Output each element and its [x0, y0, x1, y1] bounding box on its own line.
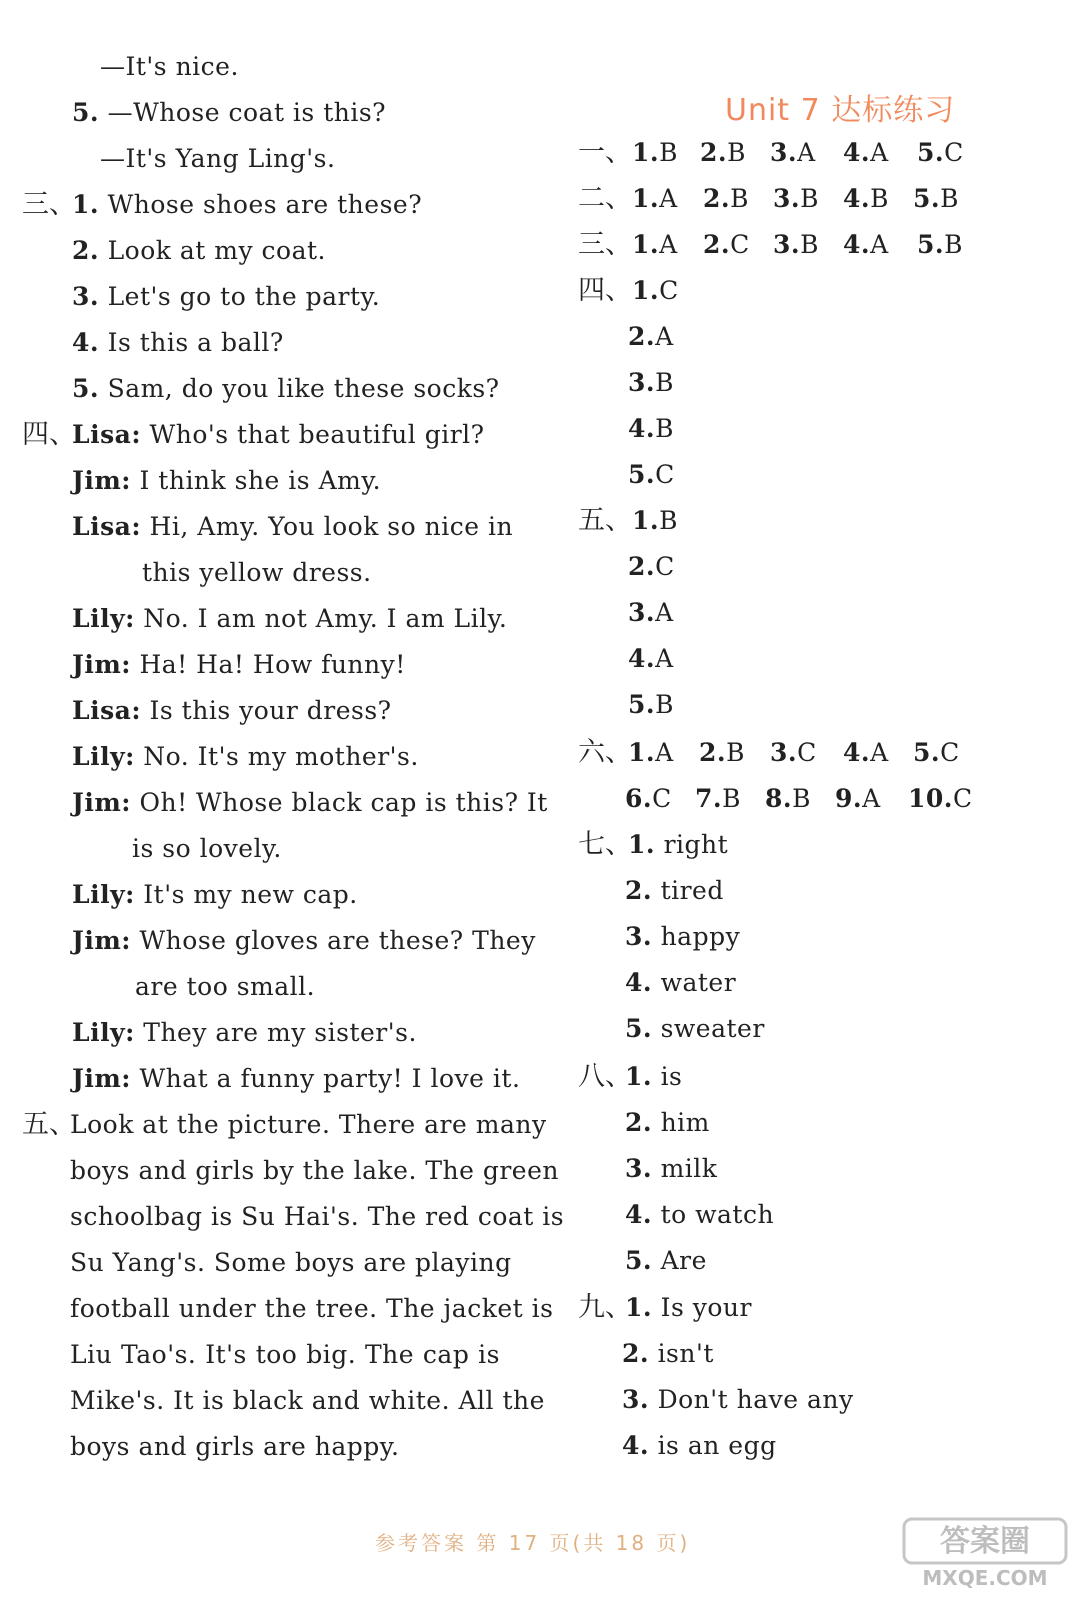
item-number: 1. [632, 138, 660, 167]
answer-item [628, 414, 674, 444]
item-number: 4. [843, 230, 871, 259]
dialog-line [72, 742, 419, 772]
answer-value: Are [660, 1246, 707, 1275]
list-item [72, 190, 422, 220]
utterance: Ha! Ha! How funny! [139, 650, 406, 679]
answer-item [628, 368, 674, 398]
item-number: 1. [625, 1293, 653, 1322]
item-number: 5. [913, 184, 941, 213]
item-number: 6. [625, 784, 653, 813]
item-text: Let's go to the party. [107, 282, 381, 311]
answer-value: A [659, 184, 678, 213]
item-number: 4. [843, 184, 871, 213]
dialog-continuation: is so lovely. [132, 834, 282, 863]
answer-item [625, 1154, 717, 1184]
item-number: 5. [917, 230, 945, 259]
item-number: 4. [72, 328, 100, 357]
answer-item [632, 184, 678, 214]
dialog-line [72, 512, 513, 542]
answer-item [622, 1339, 714, 1369]
answer-item [625, 1062, 682, 1092]
answer-value: B [792, 784, 811, 813]
answer-value: B [800, 184, 819, 213]
answer-item [703, 184, 749, 214]
item-number: 5. [72, 374, 100, 403]
utterance: Who's that beautiful girl? [149, 420, 485, 449]
speaker: Jim: [72, 1064, 132, 1093]
paragraph-line: Liu Tao's. It's too big. The cap is [70, 1340, 500, 1369]
item-number: 4. [843, 138, 871, 167]
answer-item [625, 1293, 752, 1323]
answer-item [765, 784, 811, 814]
section-marker-3: 三、 [22, 189, 76, 220]
answer-value: B [659, 506, 678, 535]
answer-value: is an egg [657, 1431, 777, 1460]
dialog-line [72, 604, 507, 634]
dialog-line [72, 788, 548, 818]
unit-title: Unit 7 达标练习 [725, 93, 956, 128]
item-text: Is this a ball? [107, 328, 284, 357]
answer-item [628, 552, 675, 582]
section-marker-6: 六、 [578, 737, 632, 768]
item-number: 10. [908, 784, 953, 813]
answer-value: B [726, 738, 745, 767]
item-number: 3. [770, 138, 798, 167]
speaker: Lisa: [72, 696, 142, 725]
utterance: It's my new cap. [143, 880, 358, 909]
answer-value: A [659, 230, 678, 259]
section-marker-7: 七、 [578, 829, 632, 860]
section-marker-4: 四、 [22, 419, 76, 450]
answer-item [625, 784, 672, 814]
answer-value: B [722, 784, 741, 813]
item-number: 1. [628, 738, 656, 767]
item-number: 5. [72, 98, 100, 127]
paragraph-line: Mike's. It is black and white. All the [70, 1386, 545, 1415]
answer-item [843, 184, 889, 214]
answer-value: A [655, 738, 674, 767]
answer-item [703, 230, 750, 260]
dialog-line [72, 420, 485, 450]
watermark-top: 答案圈 [940, 1524, 1030, 1559]
answer-value: B [659, 138, 678, 167]
dialog-line [72, 1018, 417, 1048]
answer-item [770, 738, 817, 768]
answer-item [628, 690, 674, 720]
answer-item [622, 1385, 854, 1415]
answer-value: A [870, 138, 889, 167]
item-number: 2. [628, 322, 656, 351]
answer-value: B [727, 138, 746, 167]
utterance: Hi, Amy. You look so nice in [149, 512, 514, 541]
paragraph-line: football under the tree. The jacket is [70, 1294, 554, 1323]
section-marker-8: 八、 [578, 1061, 632, 1092]
item-number: 4. [628, 644, 656, 673]
answer-item [835, 784, 881, 814]
item-number: 3. [770, 738, 798, 767]
answer-value: C [797, 738, 817, 767]
answer-value: C [652, 784, 672, 813]
dialog-line [72, 1064, 520, 1094]
answer-value: milk [660, 1154, 718, 1183]
item-number: 1. [632, 506, 660, 535]
answer-value: sweater [660, 1014, 765, 1043]
dialog-line [72, 696, 392, 726]
answer-value: B [655, 690, 674, 719]
answer-item [632, 276, 679, 306]
answer-item [773, 184, 819, 214]
answer-value: A [797, 138, 816, 167]
item-number: 2. [622, 1339, 650, 1368]
item-number: 2. [625, 1108, 653, 1137]
answer-value: B [800, 230, 819, 259]
watermark-bottom: MXQE.COM [922, 1566, 1048, 1590]
paragraph-line: schoolbag is Su Hai's. The red coat is [70, 1202, 565, 1231]
answer-item [913, 738, 960, 768]
answer-item [917, 138, 964, 168]
answer-item [843, 138, 889, 168]
list-item [72, 282, 380, 312]
page-footer: 参考答案 第 17 页(共 18 页) [375, 1531, 691, 1555]
answer-item [628, 738, 674, 768]
answer-value: C [655, 460, 675, 489]
item-number: 5. [625, 1014, 653, 1043]
utterance: Whose gloves are these? They [139, 926, 536, 955]
answer-value: C [953, 784, 973, 813]
answer-value: to watch [660, 1200, 775, 1229]
item-text: Look at my coat. [107, 236, 326, 265]
item-number: 5. [917, 138, 945, 167]
answer-item [695, 784, 741, 814]
item-text: Sam, do you like these socks? [107, 374, 500, 403]
answer-value: A [870, 230, 889, 259]
item-number: 1. [632, 184, 660, 213]
answer-value: A [862, 784, 881, 813]
speaker: Jim: [72, 926, 132, 955]
answer-item [773, 230, 819, 260]
answer-value: isn't [657, 1339, 714, 1368]
dialog-line [72, 880, 358, 910]
utterance: No. It's my mother's. [143, 742, 419, 771]
item-number: 2. [72, 236, 100, 265]
dialog-continuation: are too small. [135, 972, 316, 1001]
section-marker-5: 五、 [22, 1109, 76, 1140]
dialog-line [72, 926, 536, 956]
answer-value: Don't have any [657, 1385, 854, 1414]
item-number: 5. [628, 460, 656, 489]
answer-value: B [730, 184, 749, 213]
item-number: 3. [773, 184, 801, 213]
list-item [72, 374, 500, 404]
answer-value: B [655, 368, 674, 397]
answer-item [625, 1014, 765, 1044]
answer-item [908, 784, 973, 814]
answer-item [699, 738, 745, 768]
answer-value: is [660, 1062, 683, 1091]
utterance: Oh! Whose black cap is this? It [139, 788, 548, 817]
answer-value: B [944, 230, 963, 259]
answer-value: A [870, 738, 889, 767]
answer-line: —It's nice. [100, 52, 239, 81]
utterance: I think she is Amy. [139, 466, 382, 495]
paragraph-line: boys and girls by the lake. The green [70, 1156, 559, 1185]
answer-value: right [663, 830, 729, 859]
section-marker-5: 五、 [578, 505, 632, 536]
utterance: No. I am not Amy. I am Lily. [143, 604, 508, 633]
answer-item [917, 230, 963, 260]
item-number: 2. [703, 184, 731, 213]
item-number: 3. [628, 368, 656, 397]
watermark-logo-icon [900, 1515, 1070, 1590]
answer-item [632, 506, 678, 536]
item-number: 3. [628, 598, 656, 627]
answer-item [625, 922, 740, 952]
list-item [72, 236, 326, 266]
answer-item [700, 138, 746, 168]
answer-item [625, 1200, 774, 1230]
answer-value: happy [660, 922, 741, 951]
answer-item [843, 230, 889, 260]
answer-item [632, 230, 678, 260]
item-number: 1. [632, 276, 660, 305]
speaker: Lily: [72, 604, 135, 633]
speaker: Jim: [72, 466, 132, 495]
list-item [72, 328, 284, 358]
item-number: 7. [695, 784, 723, 813]
item-number: 2. [625, 876, 653, 905]
answer-value: Is your [660, 1293, 752, 1322]
answer-value: him [660, 1108, 710, 1137]
item-number: 4. [628, 414, 656, 443]
dialog-continuation: this yellow dress. [142, 558, 372, 587]
answer-item [770, 138, 816, 168]
answer-item [625, 968, 736, 998]
answer-value: B [655, 414, 674, 443]
answer-line: —It's Yang Ling's. [100, 144, 336, 173]
item-number: 3. [773, 230, 801, 259]
item-number: 3. [625, 1154, 653, 1183]
answer-value: C [940, 738, 960, 767]
utterance: They are my sister's. [143, 1018, 417, 1047]
item-number: 3. [625, 922, 653, 951]
speaker: Lisa: [72, 512, 142, 541]
answer-value: water [660, 968, 737, 997]
item-number: 3. [72, 282, 100, 311]
item-number: 2. [628, 552, 656, 581]
item-number: 4. [843, 738, 871, 767]
answer-value: C [655, 552, 675, 581]
item-number: 3. [622, 1385, 650, 1414]
answer-item [628, 460, 675, 490]
answer-value: B [870, 184, 889, 213]
item-number: 2. [699, 738, 727, 767]
speaker: Jim: [72, 650, 132, 679]
item-number: 5. [628, 690, 656, 719]
paragraph-line: boys and girls are happy. [70, 1432, 400, 1461]
answer-item [625, 1246, 707, 1276]
answer-value: A [655, 598, 674, 627]
answer-item [913, 184, 959, 214]
item-number: 2. [700, 138, 728, 167]
item-number: 5. [625, 1246, 653, 1275]
speaker: Lisa: [72, 420, 142, 449]
item-number: 5. [913, 738, 941, 767]
answer-value: tired [660, 876, 724, 905]
section-marker-1: 一、 [578, 137, 632, 168]
answer-item [625, 876, 724, 906]
item-number: 8. [765, 784, 793, 813]
utterance: Is this your dress? [149, 696, 392, 725]
item-number: 1. [628, 830, 656, 859]
answer-item [628, 322, 674, 352]
item-text: —Whose coat is this? [107, 98, 387, 127]
answer-item [622, 1431, 777, 1461]
section-marker-4: 四、 [578, 275, 632, 306]
answer-item [625, 1108, 710, 1138]
speaker: Lily: [72, 742, 135, 771]
answer-item [843, 738, 889, 768]
item-number: 9. [835, 784, 863, 813]
answer-item [628, 644, 674, 674]
answer-value: C [730, 230, 750, 259]
answer-value: A [655, 644, 674, 673]
answer-value: C [944, 138, 964, 167]
item-number: 1. [632, 230, 660, 259]
speaker: Jim: [72, 788, 132, 817]
answer-value: C [659, 276, 679, 305]
paragraph-line: Look at the picture. There are many [70, 1110, 547, 1139]
answer-item [628, 598, 674, 628]
section-marker-9: 九、 [578, 1292, 632, 1323]
paragraph-line: Su Yang's. Some boys are playing [70, 1248, 512, 1277]
item-text: Whose shoes are these? [107, 190, 423, 219]
item-number: 1. [72, 190, 100, 219]
item-number: 4. [625, 968, 653, 997]
answer-item [632, 138, 678, 168]
dialog-line [72, 466, 381, 496]
answer-value: A [655, 322, 674, 351]
item-number: 2. [703, 230, 731, 259]
speaker: Lily: [72, 1018, 135, 1047]
item-number: 4. [625, 1200, 653, 1229]
section-marker-2: 二、 [578, 183, 632, 214]
section-marker-3: 三、 [578, 229, 632, 260]
speaker: Lily: [72, 880, 135, 909]
utterance: What a funny party! I love it. [139, 1064, 521, 1093]
answer-value: B [940, 184, 959, 213]
dialog-line [72, 650, 406, 680]
item-number: 1. [625, 1062, 653, 1091]
q5-line [72, 98, 386, 128]
item-number: 4. [622, 1431, 650, 1460]
answer-item [628, 830, 728, 860]
